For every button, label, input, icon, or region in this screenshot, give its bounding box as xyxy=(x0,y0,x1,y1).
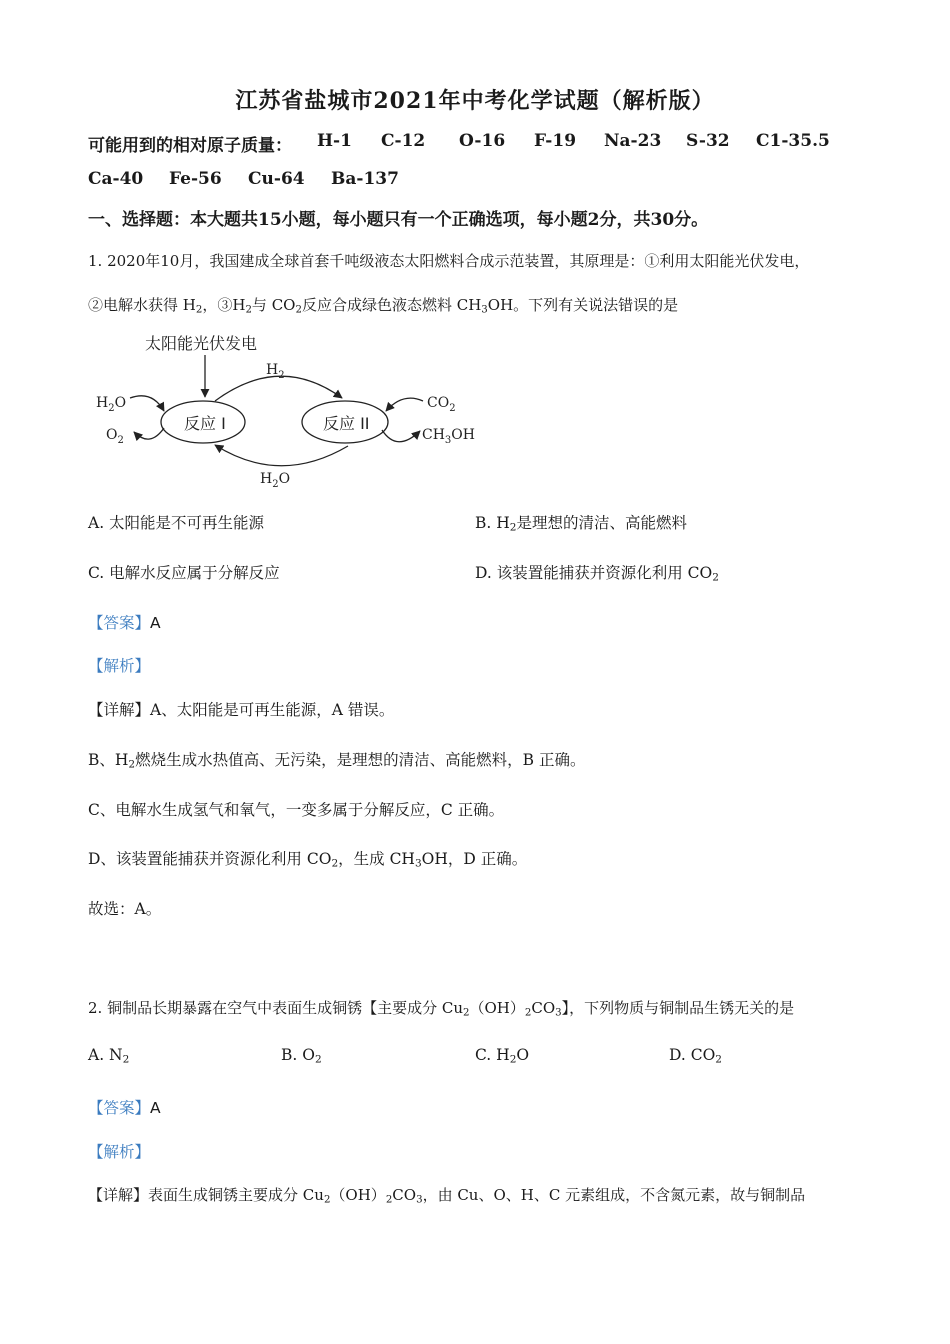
q1-option-c[interactable]: C. 电解水反应属于分解反应 xyxy=(88,564,280,582)
subscript: 2 xyxy=(314,1053,322,1066)
subscript: 2 xyxy=(509,521,517,534)
detail-text: CO xyxy=(392,1186,417,1204)
mass-f: F-19 xyxy=(534,131,577,151)
subscript: 3 xyxy=(414,857,422,870)
mass-cl: C1-35.5 xyxy=(756,131,830,151)
mass-s: S-32 xyxy=(686,131,730,151)
co2-in-arrow xyxy=(386,398,423,411)
q1-detail-3: C、电解水生成氢气和氧气，一变多属于分解反应，C 正确。 xyxy=(88,801,505,819)
subscript: 2 xyxy=(331,857,339,870)
detail-text: D、该装置能捕获并资源化利用 CO xyxy=(88,850,332,868)
mass-fe: Fe-56 xyxy=(169,169,222,189)
q1-detail-2 xyxy=(88,748,585,770)
option-text: D. 该装置能捕获并资源化利用 CO xyxy=(475,564,713,582)
q1-conclusion: 故选：A。 xyxy=(88,900,162,918)
mass-o: O-16 xyxy=(459,131,506,151)
q2-analysis-tag: 【解析】 xyxy=(88,1143,151,1161)
subscript: 3 xyxy=(481,304,488,316)
diagram-h2-label: $H_2$ xyxy=(266,362,285,381)
answer-value: A xyxy=(150,1099,161,1117)
mass-na: Na-23 xyxy=(604,131,662,151)
subscript: 2 xyxy=(715,1053,722,1066)
subscript: 3 xyxy=(555,1007,562,1019)
mass-ba: Ba-137 xyxy=(331,169,399,189)
detail-tag: 【详解】 xyxy=(88,1186,149,1204)
answer-tag: 【答案】 xyxy=(88,614,151,632)
diagram-o2-label: $O_2$ xyxy=(106,427,124,446)
detail-text: ，生成 CH xyxy=(338,850,415,868)
q1-detail-1 xyxy=(88,698,394,720)
diagram-solar-label: 太阳能光伏发电 xyxy=(145,334,258,353)
q2-stem xyxy=(88,997,794,1018)
detail-text: ，由 Cu、O、H、C 元素组成，不含氮元素，故与铜制品 xyxy=(422,1186,806,1204)
q2-answer xyxy=(88,1096,161,1118)
subscript: 2 xyxy=(122,1053,130,1066)
q2-option-b[interactable] xyxy=(281,1046,322,1064)
q1-option-d[interactable] xyxy=(475,561,719,583)
q2-stem-text: CO xyxy=(531,999,556,1017)
option-text: 是理想的清洁、高能燃料 xyxy=(516,514,687,532)
subscript: 2 xyxy=(128,758,136,771)
subscript: 2 xyxy=(509,1053,517,1066)
q1-stem-line1: 1. 2020年10月，我国建成全球首套千吨级液态太阳燃料合成示范装置，其原理是：①利用太阳能光伏发电， xyxy=(88,252,810,270)
detail-text: 表面生成铜锈主要成分 Cu xyxy=(148,1186,324,1204)
o2-out-arrow xyxy=(134,428,164,439)
subscript: 2 xyxy=(323,1194,331,1206)
mass-ca: Ca-40 xyxy=(88,169,144,189)
answer-tag: 【答案】 xyxy=(88,1099,151,1117)
subscript: 2 xyxy=(463,1007,470,1019)
q1-stem-line2 xyxy=(88,294,678,315)
subscript: 2 xyxy=(385,1194,393,1206)
option-text: B. H xyxy=(475,514,510,532)
mass-h: H-1 xyxy=(317,131,352,151)
section-heading: 一、选择题：本大题共15小题，每小题只有一个正确选项，每小题2分，共30分。 xyxy=(88,210,709,230)
ch3oh-out-arrow xyxy=(382,430,420,442)
diagram-reaction1-label: 反应 I xyxy=(184,414,226,433)
q1-answer xyxy=(88,611,161,633)
diagram-ch3oh-label: $CH_3OH$ xyxy=(422,427,475,446)
diagram-reaction2-label: 反应 II xyxy=(323,414,370,433)
q1-option-a[interactable]: A. 太阳能是不可再生能源 xyxy=(88,514,265,532)
subscript: 2 xyxy=(295,304,302,316)
subscript: 2 xyxy=(195,304,203,316)
mass-c: C-12 xyxy=(381,131,426,151)
detail-text: （OH） xyxy=(330,1186,386,1204)
q2-option-c[interactable] xyxy=(475,1046,529,1064)
detail-text: OH，D 正确。 xyxy=(421,850,528,868)
h2o-in-arrow xyxy=(130,396,164,411)
masses-label: 可能用到的相对原子质量： xyxy=(88,136,292,156)
subscript: 2 xyxy=(245,304,252,316)
detail-text: 燃烧生成水热值高、无污染，是理想的清洁、高能燃料，B 正确。 xyxy=(135,751,586,769)
option-text: D. CO xyxy=(669,1046,716,1064)
detail-tag: 【详解】 xyxy=(88,701,151,719)
page-title: 江苏省盐城市2021年中考化学试题（解析版） xyxy=(235,88,715,114)
q1-stem-text: 反应合成绿色液态燃料 CH xyxy=(301,296,482,314)
option-text: C. H xyxy=(475,1046,510,1064)
mass-cu: Cu-64 xyxy=(248,169,305,189)
q1-detail-4 xyxy=(88,847,527,869)
q2-option-a[interactable] xyxy=(88,1046,129,1064)
h2o-return-arrow xyxy=(215,445,348,466)
q2-option-d[interactable] xyxy=(669,1046,722,1064)
q1-stem-text: ，③H xyxy=(202,296,246,314)
detail-text: A、太阳能是可再生能源，A 错误。 xyxy=(150,701,395,719)
diagram-co2-label: $CO_2$ xyxy=(427,395,456,414)
q2-stem-text: （OH） xyxy=(469,999,525,1017)
reaction-diagram xyxy=(90,328,490,493)
q1-stem-text: OH。下列有关说法错误的是 xyxy=(487,296,679,314)
diagram-h2o-bottom-label: $H_2O$ xyxy=(260,471,291,490)
option-text: B. O xyxy=(281,1046,315,1064)
option-text: O xyxy=(516,1046,530,1064)
q1-stem-text: ②电解水获得 H xyxy=(88,296,196,314)
subscript: 3 xyxy=(416,1194,423,1206)
detail-text: B、H xyxy=(88,751,129,769)
q2-stem-text: 】，下列物质与铜制品生锈无关的是 xyxy=(561,999,795,1017)
q1-analysis-tag: 【解析】 xyxy=(88,657,151,675)
atomic-masses xyxy=(88,131,868,191)
option-text: A. N xyxy=(88,1046,123,1064)
diagram-h2o-left-label: $H_2O$ xyxy=(96,395,127,414)
subscript: 2 xyxy=(524,1007,532,1019)
q2-stem-text: 2. 铜制品长期暴露在空气中表面生成铜锈【主要成分 Cu xyxy=(88,999,463,1017)
answer-value: A xyxy=(150,614,161,632)
subscript: 2 xyxy=(712,571,719,584)
q1-option-b[interactable] xyxy=(475,511,687,533)
q2-detail xyxy=(88,1184,805,1205)
q1-stem-text: 与 CO xyxy=(251,296,296,314)
